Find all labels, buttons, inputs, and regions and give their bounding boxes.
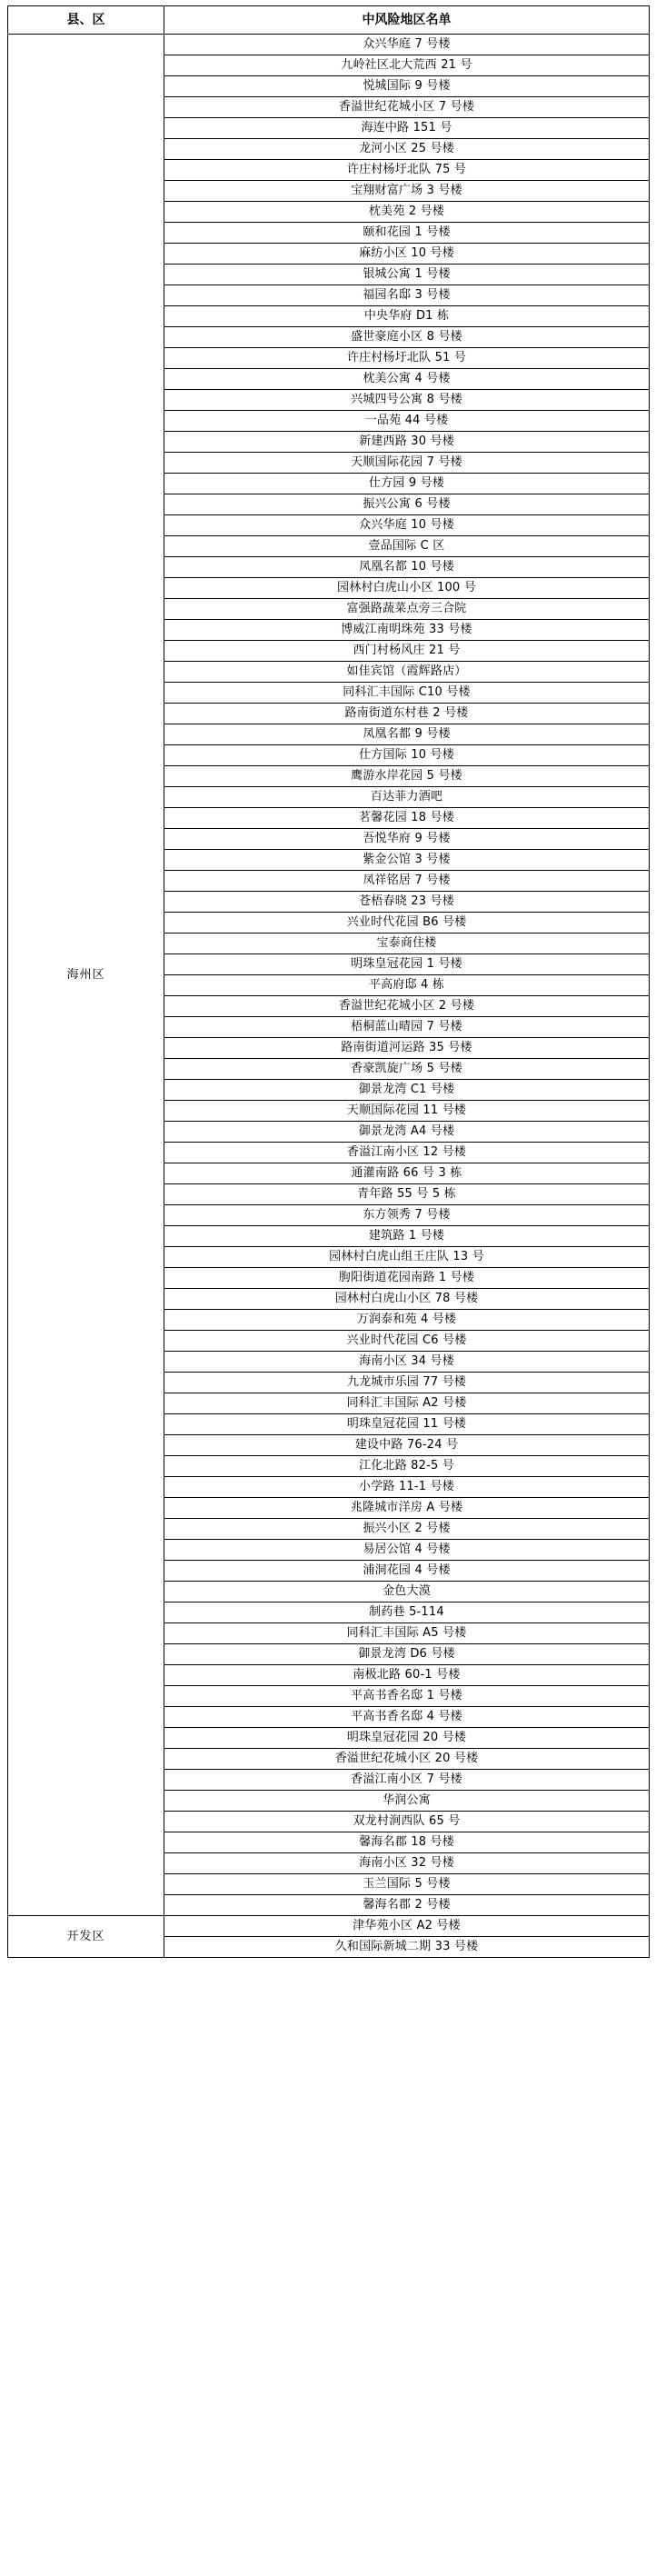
place-cell: 宝翔财富广场 3 号楼 <box>164 181 650 202</box>
place-cell: 香溢世纪花城小区 2 号楼 <box>164 996 650 1017</box>
place-cell: 一品苑 44 号楼 <box>164 411 650 432</box>
table-row <box>8 35 650 55</box>
place-cell: 建设中路 76-24 号 <box>164 1435 650 1456</box>
place-cell: 久和国际新城二期 33 号楼 <box>164 1937 650 1958</box>
place-cell: 博威江南明珠苑 33 号楼 <box>164 620 650 641</box>
place-cell: 西门村杨风庄 21 号 <box>164 641 650 662</box>
place-cell: 平高书香名邸 4 号楼 <box>164 1707 650 1728</box>
place-cell: 双龙村涧西队 65 号 <box>164 1812 650 1832</box>
place-cell: 福园名邸 3 号楼 <box>164 285 650 306</box>
column-header-region: 县、区 <box>8 6 164 35</box>
place-cell: 天顺国际花园 7 号楼 <box>164 453 650 474</box>
place-cell: 龙河小区 25 号楼 <box>164 139 650 160</box>
place-cell: 津华苑小区 A2 号楼 <box>164 1916 650 1937</box>
place-cell: 苍梧春晓 23 号楼 <box>164 892 650 913</box>
place-cell: 馨海名郡 18 号楼 <box>164 1832 650 1853</box>
place-cell: 玉兰国际 5 号楼 <box>164 1874 650 1895</box>
place-cell: 茗馨花园 18 号楼 <box>164 808 650 829</box>
place-cell: 颐和花园 1 号楼 <box>164 223 650 244</box>
region-cell: 开发区 <box>8 1916 164 1958</box>
place-cell: 馨海名郡 2 号楼 <box>164 1895 650 1916</box>
place-cell: 园林村白虎山小区 100 号 <box>164 578 650 599</box>
place-cell: 御景龙湾 A4 号楼 <box>164 1122 650 1143</box>
place-cell: 通灌南路 66 号 3 栋 <box>164 1163 650 1184</box>
place-cell: 海南小区 32 号楼 <box>164 1853 650 1874</box>
table-header-row <box>8 6 650 35</box>
place-cell: 百达菲力酒吧 <box>164 787 650 808</box>
place-cell: 香溢世纪花城小区 7 号楼 <box>164 97 650 118</box>
place-cell: 小学路 11-1 号楼 <box>164 1477 650 1498</box>
place-cell: 吾悦华府 9 号楼 <box>164 829 650 850</box>
place-cell: 银城公寓 1 号楼 <box>164 265 650 285</box>
place-cell: 明珠皇冠花园 1 号楼 <box>164 954 650 975</box>
place-cell: 许庄村杨圩北队 75 号 <box>164 160 650 181</box>
table-head <box>8 6 650 35</box>
risk-area-table <box>7 5 650 1958</box>
table-body <box>8 35 650 1958</box>
place-cell: 兆隆城市洋房 A 号楼 <box>164 1498 650 1519</box>
place-cell: 东方领秀 7 号楼 <box>164 1205 650 1226</box>
place-cell: 仕方园 9 号楼 <box>164 474 650 494</box>
place-cell: 香溢江南小区 12 号楼 <box>164 1143 650 1163</box>
place-cell: 九龙城市乐园 77 号楼 <box>164 1373 650 1393</box>
place-cell: 枕美公寓 4 号楼 <box>164 369 650 390</box>
place-cell: 江化北路 82-5 号 <box>164 1456 650 1477</box>
place-cell: 兴业时代花园 B6 号楼 <box>164 913 650 934</box>
place-cell: 凤凰名都 9 号楼 <box>164 724 650 745</box>
place-cell: 香溢世纪花城小区 20 号楼 <box>164 1749 650 1770</box>
place-cell: 南极北路 60-1 号楼 <box>164 1665 650 1686</box>
place-cell: 海连中路 151 号 <box>164 118 650 139</box>
place-cell: 建筑路 1 号楼 <box>164 1226 650 1247</box>
place-cell: 众兴华庭 7 号楼 <box>164 35 650 55</box>
place-cell: 振兴小区 2 号楼 <box>164 1519 650 1540</box>
place-cell: 凤祥铭居 7 号楼 <box>164 871 650 892</box>
column-header-place: 中风险地区名单 <box>164 6 650 35</box>
place-cell: 悦城国际 9 号楼 <box>164 76 650 97</box>
place-cell: 同科汇丰国际 C10 号楼 <box>164 683 650 704</box>
region-cell: 海州区 <box>8 35 164 1916</box>
place-cell: 麻纺小区 10 号楼 <box>164 244 650 265</box>
place-cell: 御景龙湾 C1 号楼 <box>164 1080 650 1101</box>
place-cell: 紫金公馆 3 号楼 <box>164 850 650 871</box>
place-cell: 香溢江南小区 7 号楼 <box>164 1770 650 1791</box>
place-cell: 兴城四号公寓 8 号楼 <box>164 390 650 411</box>
table-row <box>8 1916 650 1937</box>
place-cell: 海南小区 34 号楼 <box>164 1352 650 1373</box>
place-cell: 制药巷 5-114 <box>164 1603 650 1623</box>
place-cell: 凤凰名都 10 号楼 <box>164 557 650 578</box>
place-cell: 万润泰和苑 4 号楼 <box>164 1310 650 1331</box>
place-cell: 宝泰商住楼 <box>164 934 650 954</box>
place-cell: 同科汇丰国际 A5 号楼 <box>164 1623 650 1644</box>
place-cell: 园林村白虎山小区 78 号楼 <box>164 1289 650 1310</box>
place-cell: 同科汇丰国际 A2 号楼 <box>164 1393 650 1414</box>
place-cell: 振兴公寓 6 号楼 <box>164 494 650 515</box>
place-cell: 易居公馆 4 号楼 <box>164 1540 650 1561</box>
place-cell: 仕方国际 10 号楼 <box>164 745 650 766</box>
place-cell: 华润公寓 <box>164 1791 650 1812</box>
place-cell: 御景龙湾 D6 号楼 <box>164 1644 650 1665</box>
place-cell: 天顺国际花园 11 号楼 <box>164 1101 650 1122</box>
place-cell: 路南街道河运路 35 号楼 <box>164 1038 650 1059</box>
place-cell: 枕美苑 2 号楼 <box>164 202 650 223</box>
place-cell: 园林村白虎山组王庄队 13 号 <box>164 1247 650 1268</box>
place-cell: 路南街道东村巷 2 号楼 <box>164 704 650 724</box>
place-cell: 香豪凯旋广场 5 号楼 <box>164 1059 650 1080</box>
place-cell: 明珠皇冠花园 11 号楼 <box>164 1414 650 1435</box>
place-cell: 梧桐蓝山晴园 7 号楼 <box>164 1017 650 1038</box>
place-cell: 许庄村杨圩北队 51 号 <box>164 348 650 369</box>
place-cell: 鹰游水岸花园 5 号楼 <box>164 766 650 787</box>
place-cell: 平高府邸 4 栋 <box>164 975 650 996</box>
place-cell: 金色大漠 <box>164 1582 650 1603</box>
place-cell: 中央华府 D1 栋 <box>164 306 650 327</box>
place-cell: 青年路 55 号 5 栋 <box>164 1184 650 1205</box>
place-cell: 九岭社区北大荒西 21 号 <box>164 55 650 76</box>
place-cell: 新建西路 30 号楼 <box>164 432 650 453</box>
place-cell: 富强路蔬菜点旁三合院 <box>164 599 650 620</box>
place-cell: 明珠皇冠花园 20 号楼 <box>164 1728 650 1749</box>
place-cell: 壹品国际 C 区 <box>164 536 650 557</box>
place-cell: 浦洞花园 4 号楼 <box>164 1561 650 1582</box>
place-cell: 兴业时代花园 C6 号楼 <box>164 1331 650 1352</box>
place-cell: 如佳宾馆（霞辉路店） <box>164 662 650 683</box>
place-cell: 朐阳街道花园南路 1 号楼 <box>164 1268 650 1289</box>
place-cell: 盛世豪庭小区 8 号楼 <box>164 327 650 348</box>
place-cell: 众兴华庭 10 号楼 <box>164 515 650 536</box>
place-cell: 平高书香名邸 1 号楼 <box>164 1686 650 1707</box>
